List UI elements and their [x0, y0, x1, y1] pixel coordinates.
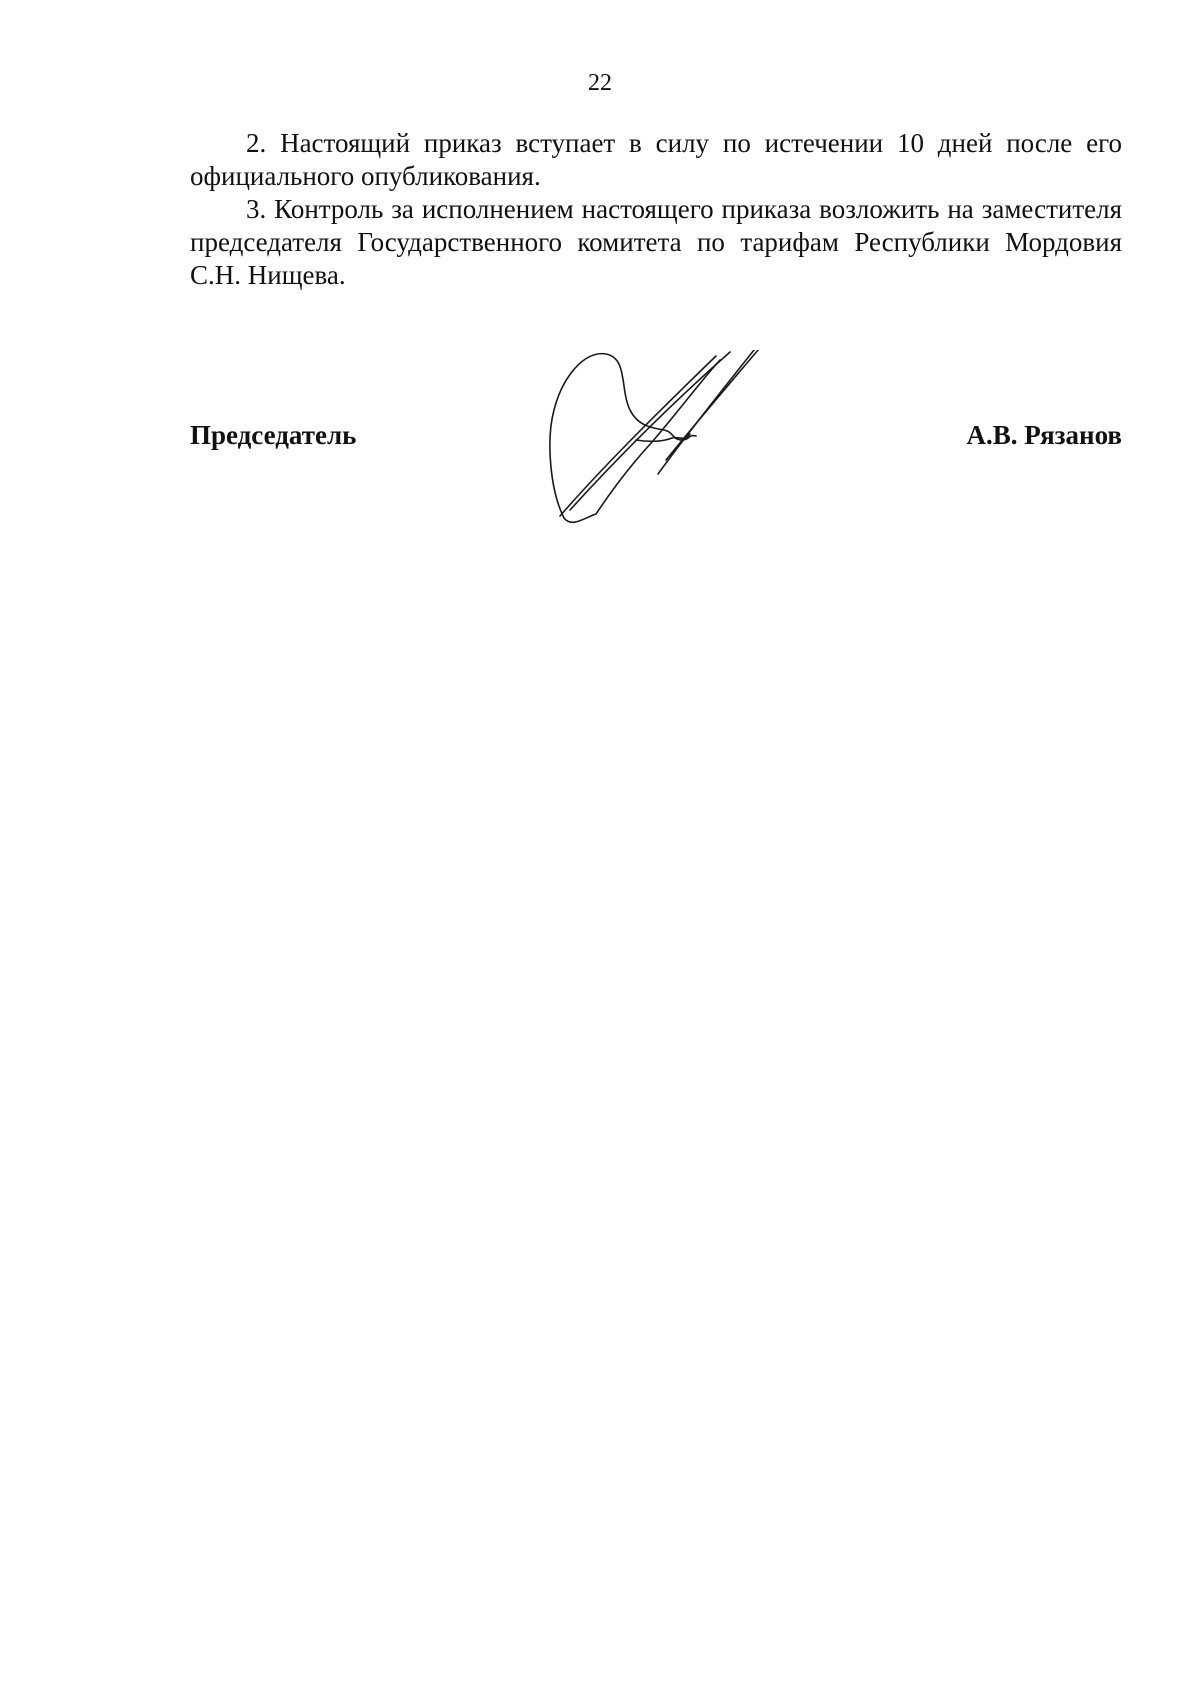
paragraph-3: 3. Контроль за исполнением настоящего приказа возложить на заместителя председателя Государственного комитета по тарифам Республики Мордовия С.Н. Нищева. — [190, 194, 1122, 290]
signature-loop-stroke — [550, 354, 696, 518]
signature-right-stroke — [658, 350, 762, 474]
handwritten-signature — [540, 350, 840, 570]
paragraph-2: 2. Настоящий приказ вступает в силу по истечении 10 дней после его официального опубликования. — [190, 128, 1122, 191]
document-body — [190, 127, 1122, 292]
signatory-title: Председатель — [190, 420, 357, 450]
signatory-name: А.В. Рязанов — [966, 420, 1122, 450]
page-number: 22 — [588, 70, 612, 96]
